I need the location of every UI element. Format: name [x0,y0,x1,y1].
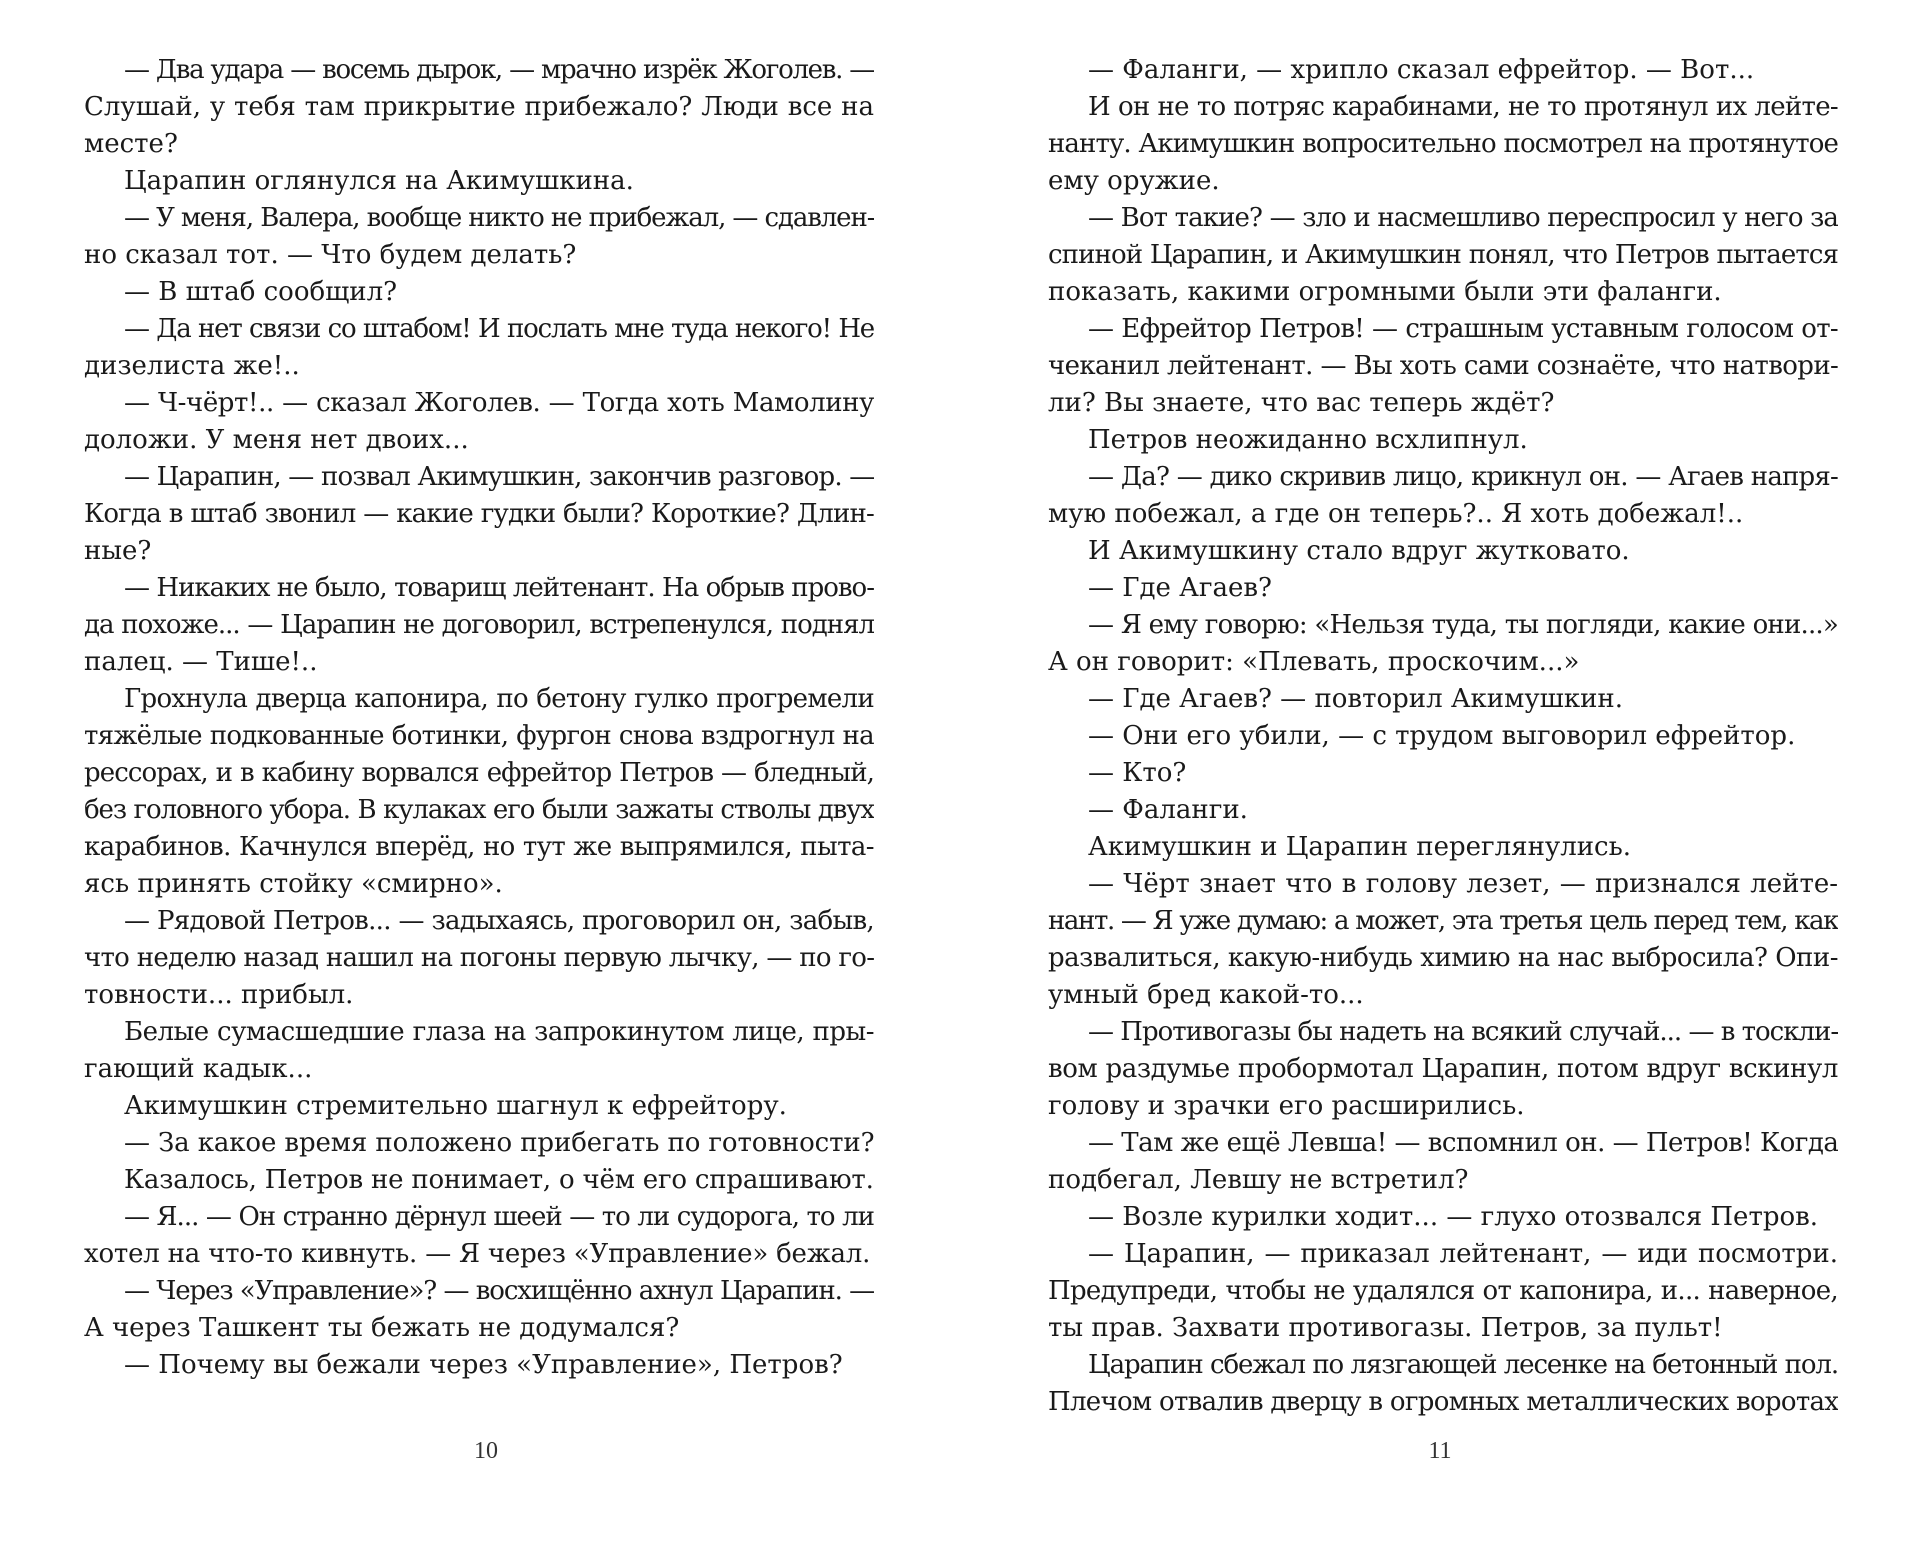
text-line: — Я ему говорю: «Нельзя туда, ты погляди, какие они...» [1088,610,1838,640]
text-line: И Акимушкину стало вдруг жутковато. [1088,536,1630,566]
text-line: Царапин оглянулся на Акимушкина. [124,166,634,196]
text-line: Плечом отвалив дверцу в огромных металлических воротах [1048,1387,1838,1417]
text-line: — Через «Управление»? — восхищённо ахнул Царапин. — [124,1276,874,1306]
text-line: товности... прибыл. [84,980,354,1010]
text-line: — Противогазы бы надеть на всякий случай... — в тоскли- [1088,1017,1838,1047]
text-line: — Чёрт знает что в голову лезет, — признался лейте- [1088,869,1838,899]
right-page-text [1048,52,1838,1421]
text-line: хотел на что-то кивнуть. — Я через «Управление» бежал. [84,1239,871,1269]
text-line: рессорах, и в кабину ворвался ефрейтор Петров — бледный, [84,758,874,788]
text-line: — У меня, Валера, вообще никто не прибежал, — сдавлен- [124,203,874,233]
text-line: — Они его убили, — с трудом выговорил ефрейтор. [1088,721,1796,751]
text-line: показать, какими огромными были эти фаланги. [1048,277,1722,307]
text-line: Грохнула дверца капонира, по бетону гулко прогремели [124,684,874,714]
text-line: — Я... — Он странно дёрнул шеей — то ли судорога, то ли [124,1202,874,1232]
text-line: палец. — Тише!.. [84,647,318,677]
text-line: Предупреди, чтобы не удалялся от капонира, и... наверное, [1048,1276,1838,1306]
text-line: Акимушкин и Царапин переглянулись. [1088,832,1632,862]
text-line: — Два удара — восемь дырок, — мрачно изрёк Жоголев. — [124,55,874,85]
text-line: Казалось, Петров не понимает, о чём его спрашивают. [124,1165,874,1195]
text-line: — Фаланги, — хрипло сказал ефрейтор. — Вот... [1088,55,1755,85]
text-line: — Никаких не было, товарищ лейтенант. На обрыв прово- [124,573,874,603]
text-line: — Рядовой Петров... — задыхаясь, проговорил он, забыв, [124,906,874,936]
text-line: — За какое время положено прибегать по готовности? [124,1128,874,1158]
text-line: нант. — Я уже думаю: а может, эта третья цель перед тем, как [1048,906,1838,936]
text-line: умный бред какой-то... [1048,980,1364,1010]
text-line: что неделю назад нашил на погоны первую лычку, — по го- [84,943,874,973]
text-line: — Царапин, — приказал лейтенант, — иди посмотри. [1088,1239,1838,1269]
left-page-number: 10 [474,1438,498,1464]
text-line: ему оружие. [1048,166,1220,196]
text-line: Петров неожиданно всхлипнул. [1088,425,1528,455]
text-line: — Ч-чёрт!.. — сказал Жоголев. — Тогда хоть Мамолину [124,388,874,418]
text-line: Акимушкин стремительно шагнул к ефрейтору. [124,1091,787,1121]
text-line: дизелиста же!.. [84,351,300,381]
text-line: — Ефрейтор Петров! — страшным уставным голосом от- [1088,314,1838,344]
text-line: А он говорит: «Плевать, проскочим...» [1048,647,1580,677]
text-line: карабинов. Качнулся вперёд, но тут же выпрямился, пыта- [84,832,874,862]
text-line: нанту. Акимушкин вопросительно посмотрел на протянутое [1048,129,1838,159]
text-line: ли? Вы знаете, что вас теперь ждёт? [1048,388,1555,418]
text-line: чеканил лейтенант. — Вы хоть сами сознаёте, что натвори- [1048,351,1838,381]
text-line: — Кто? [1088,758,1187,788]
text-line: Царапин сбежал по лязгающей лесенке на бетонный пол. [1088,1350,1838,1380]
text-line: ты прав. Захвати противогазы. Петров, за пульт! [1048,1313,1723,1343]
text-line: — Царапин, — позвал Акимушкин, закончив разговор. — [124,462,874,492]
text-line: И он не то потряс карабинами, не то протянул их лейте- [1088,92,1838,122]
text-line: мую побежал, а где он теперь?.. Я хоть добежал!.. [1048,499,1744,529]
text-line: Когда в штаб звонил — какие гудки были? Короткие? Длин- [84,499,874,529]
text-line: — Там же ещё Левша! — вспомнил он. — Петров! Когда [1088,1128,1838,1158]
text-line: — Да нет связи со штабом! И послать мне туда некого! Не [124,314,874,344]
text-line: Белые сумасшедшие глаза на запрокинутом лице, пры- [124,1017,874,1047]
text-line: — Да? — дико скривив лицо, крикнул он. — Агаев напря- [1088,462,1838,492]
text-line: — Где Агаев? [1088,573,1272,603]
text-line: подбегал, Левшу не встретил? [1048,1165,1469,1195]
text-line: ясь принять стойку «смирно». [84,869,503,899]
text-line: голову и зрачки его расширились. [1048,1091,1525,1121]
text-line: — Вот такие? — зло и насмешливо переспросил у него за [1088,203,1838,233]
text-line: гающий кадык... [84,1054,313,1084]
text-line: доложи. У меня нет двоих... [84,425,469,455]
left-page-text [84,52,874,1384]
text-line: — Где Агаев? — повторил Акимушкин. [1088,684,1623,714]
text-line: спиной Царапин, и Акимушкин понял, что Петров пытается [1048,240,1838,270]
text-line: — Возле курилки ходит... — глухо отозвался Петров. [1088,1202,1819,1232]
text-line: развалиться, какую-нибудь химию на нас выбросила? Опи- [1048,943,1838,973]
text-line: вом раздумье пробормотал Царапин, потом вдруг вскинул [1048,1054,1838,1084]
text-line: А через Ташкент ты бежать не додумался? [84,1313,680,1343]
text-line: без головного убора. В кулаках его были зажаты стволы двух [84,795,874,825]
text-line: — В штаб сообщил? [124,277,398,307]
text-line: Слушай, у тебя там прикрытие прибежало? Люди все на [84,92,874,122]
right-page-number: 11 [1428,1438,1452,1464]
text-line: да похоже... — Царапин не договорил, встрепенулся, поднял [84,610,874,640]
text-line: но сказал тот. — Что будем делать? [84,240,577,270]
text-line: месте? [84,129,178,159]
text-line: ные? [84,536,152,566]
text-line: тяжёлые подкованные ботинки, фургон снова вздрогнул на [84,721,874,751]
text-line: — Почему вы бежали через «Управление», Петров? [124,1350,843,1380]
text-line: — Фаланги. [1088,795,1248,825]
